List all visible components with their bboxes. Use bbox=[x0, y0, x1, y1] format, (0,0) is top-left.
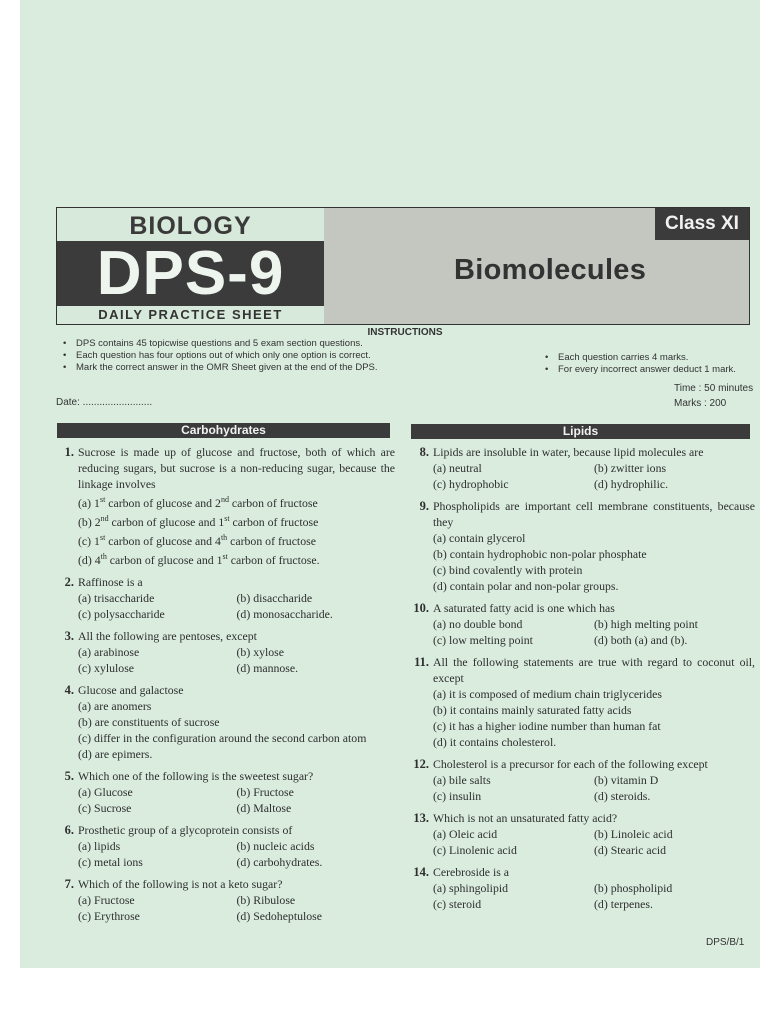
answer-option: (c) 1st carbon of glucose and 4th carbon of fructose bbox=[78, 532, 316, 548]
total-marks: Marks : 200 bbox=[674, 398, 727, 409]
answer-option: (a) arabinose bbox=[78, 644, 140, 659]
answer-option: (b) high melting point bbox=[594, 617, 698, 631]
question-number: 10. bbox=[413, 601, 429, 615]
answer-options bbox=[433, 686, 755, 750]
question-number: 2. bbox=[64, 574, 74, 589]
question-number: 13. bbox=[413, 811, 429, 825]
sheet-type-label: DAILY PRACTICE SHEET bbox=[98, 307, 283, 322]
answer-option: (a) Fructose bbox=[78, 892, 135, 907]
answer-option: (d) it contains cholesterol. bbox=[433, 735, 557, 749]
question-item bbox=[405, 498, 755, 594]
answer-option: (d) contain polar and non-polar groups. bbox=[433, 579, 619, 593]
answer-options bbox=[78, 698, 395, 762]
answer-option: (c) metal ions bbox=[78, 854, 143, 869]
question-text: Glucose and galactose bbox=[78, 682, 184, 697]
question-number: 9. bbox=[419, 499, 429, 513]
question-item bbox=[50, 574, 395, 622]
answer-option: (b) vitamin D bbox=[594, 773, 659, 787]
answer-option: (c) Erythrose bbox=[78, 908, 140, 923]
question-number: 12. bbox=[413, 757, 429, 771]
instruction-item: • DPS contains 45 topicwise questions and 5 exam section questions. bbox=[60, 338, 378, 350]
question-item bbox=[50, 822, 395, 870]
question-text: Prosthetic group of a glycoprotein consists of bbox=[78, 822, 293, 837]
answer-option: (d) hydrophilic. bbox=[594, 477, 669, 491]
section-heading-carbohydrates: Carbohydrates bbox=[57, 423, 390, 438]
question-number: 8. bbox=[419, 445, 429, 459]
answer-option: (a) no double bond bbox=[433, 617, 523, 631]
answer-option: (a) lipids bbox=[78, 838, 121, 853]
answer-options bbox=[78, 784, 395, 816]
answer-option: (b) xylose bbox=[236, 644, 285, 659]
answer-option: (c) differ in the configuration around the second carbon atom bbox=[78, 730, 367, 745]
title-banner-left bbox=[57, 208, 324, 324]
answer-option: (d) carbohydrates. bbox=[236, 854, 323, 869]
answer-option: (a) neutral bbox=[433, 461, 482, 475]
answer-option: (b) phospholipid bbox=[594, 881, 673, 895]
answer-options bbox=[433, 616, 755, 648]
question-number: 7. bbox=[64, 876, 74, 891]
question-text: Sucrose is made up of glucose and fructose, both of which are reducing sugars, but sucrose is a non-reducing sugar, because the linkage involves bbox=[78, 445, 395, 491]
answer-option: (b) are constituents of sucrose bbox=[78, 714, 220, 729]
title-banner-right bbox=[324, 208, 749, 324]
answer-option: (a) contain glycerol bbox=[433, 531, 526, 545]
answer-option: (d) monosaccharide. bbox=[236, 606, 333, 621]
instructions-list-right bbox=[542, 352, 736, 376]
instruction-item: • Each question has four options out of which only one option is correct. bbox=[60, 350, 378, 362]
answer-option: (d) Stearic acid bbox=[594, 843, 667, 857]
answer-option: (c) bind covalently with protein bbox=[433, 563, 583, 577]
instruction-item: • Mark the correct answer in the OMR Sheet given at the end of the DPS. bbox=[60, 362, 378, 374]
instruction-item: • Each question carries 4 marks. bbox=[542, 352, 736, 364]
answer-option: (d) steroids. bbox=[594, 789, 651, 803]
answer-option: (c) Sucrose bbox=[78, 800, 132, 815]
class-badge: Class XI bbox=[655, 208, 749, 240]
question-item bbox=[50, 876, 395, 924]
answer-option: (c) xylulose bbox=[78, 660, 135, 675]
answer-option: (d) Maltose bbox=[236, 800, 292, 815]
subject-heading: BIOLOGY bbox=[129, 212, 252, 240]
questions-column-left bbox=[50, 444, 395, 930]
instructions-list-left bbox=[60, 338, 378, 374]
question-number: 14. bbox=[413, 865, 429, 879]
question-item bbox=[405, 600, 755, 648]
question-number: 3. bbox=[64, 628, 74, 643]
answer-option: (b) Ribulose bbox=[236, 892, 296, 907]
answer-option: (c) insulin bbox=[433, 789, 482, 803]
answer-options bbox=[433, 880, 755, 912]
answer-option: (c) Linolenic acid bbox=[433, 843, 517, 857]
question-item bbox=[50, 768, 395, 816]
question-item bbox=[405, 444, 755, 492]
question-number: 5. bbox=[64, 768, 74, 783]
answer-option: (c) polysaccharide bbox=[78, 606, 165, 621]
questions-column-right bbox=[405, 444, 755, 918]
question-item bbox=[405, 654, 755, 750]
answer-option: (d) Sedoheptulose bbox=[236, 908, 323, 923]
answer-option: (b) Fructose bbox=[236, 784, 294, 799]
question-text: Phospholipids are important cell membrane constituents, because they bbox=[433, 499, 755, 529]
question-text: Cholesterol is a precursor for each of the following except bbox=[433, 757, 708, 771]
question-number: 11. bbox=[414, 655, 429, 669]
answer-option: (b) disaccharide bbox=[236, 590, 313, 605]
date-field: Date: ......................... bbox=[56, 397, 153, 408]
question-number: 1. bbox=[64, 445, 74, 459]
section-heading-lipids: Lipids bbox=[411, 424, 750, 439]
answer-option: (b) 2nd carbon of glucose and 1st carbon of fructose bbox=[78, 513, 319, 529]
answer-options bbox=[433, 826, 755, 858]
answer-option: (c) low melting point bbox=[433, 633, 533, 647]
title-banner bbox=[56, 207, 750, 325]
instructions-title: INSTRUCTIONS bbox=[367, 327, 443, 338]
answer-options bbox=[78, 492, 395, 568]
question-number: 6. bbox=[64, 822, 74, 837]
question-text: Cerebroside is a bbox=[433, 865, 510, 879]
answer-option: (a) it is composed of medium chain triglycerides bbox=[433, 687, 662, 701]
answer-option: (c) it has a higher iodine number than human fat bbox=[433, 719, 661, 733]
question-item bbox=[405, 756, 755, 804]
question-text: All the following statements are true with regard to coconut oil, except bbox=[433, 655, 755, 685]
answer-options bbox=[78, 892, 395, 924]
question-item bbox=[50, 682, 395, 762]
answer-option: (a) Oleic acid bbox=[433, 827, 498, 841]
answer-option: (b) nucleic acids bbox=[236, 838, 315, 853]
answer-option: (d) 4th carbon of glucose and 1st carbon of fructose. bbox=[78, 551, 320, 567]
answer-options bbox=[433, 460, 755, 492]
question-text: All the following are pentoses, except bbox=[78, 628, 257, 643]
answer-option: (c) hydrophobic bbox=[433, 477, 509, 491]
answer-option: (a) Glucose bbox=[78, 784, 133, 799]
answer-option: (a) sphingolipid bbox=[433, 881, 509, 895]
answer-option: (a) 1st carbon of glucose and 2nd carbon of fructose bbox=[78, 495, 318, 510]
answer-option: (d) both (a) and (b). bbox=[594, 633, 688, 647]
question-number: 4. bbox=[64, 682, 74, 697]
answer-option: (d) terpenes. bbox=[594, 897, 653, 911]
answer-option: (a) trisaccharide bbox=[78, 590, 155, 605]
answer-option: (d) are epimers. bbox=[78, 746, 153, 761]
instruction-item: • For every incorrect answer deduct 1 mark. bbox=[542, 364, 736, 376]
answer-option: (b) Linoleic acid bbox=[594, 827, 673, 841]
question-item bbox=[405, 864, 755, 912]
question-item bbox=[50, 628, 395, 676]
answer-options bbox=[78, 590, 395, 622]
question-text: Which one of the following is the sweetest sugar? bbox=[78, 768, 314, 783]
sheet-code: DPS-9 bbox=[57, 241, 324, 306]
time-limit: Time : 50 minutes bbox=[674, 383, 754, 394]
question-text: A saturated fatty acid is one which has bbox=[433, 601, 615, 615]
question-item bbox=[405, 810, 755, 858]
answer-options bbox=[78, 644, 395, 676]
page-code: DPS/B/1 bbox=[706, 937, 745, 948]
question-text: Which of the following is not a keto sugar? bbox=[78, 876, 283, 891]
question-item bbox=[50, 444, 395, 568]
answer-option: (d) mannose. bbox=[236, 660, 299, 675]
answer-options bbox=[78, 838, 395, 870]
answer-option: (b) zwitter ions bbox=[594, 461, 667, 475]
answer-option: (a) bile salts bbox=[433, 773, 491, 787]
chapter-title: Biomolecules bbox=[454, 254, 647, 286]
answer-option: (a) are anomers bbox=[78, 698, 152, 713]
answer-options bbox=[433, 772, 755, 804]
answer-option: (b) it contains mainly saturated fatty acids bbox=[433, 703, 632, 717]
question-text: Raffinose is a bbox=[78, 574, 143, 589]
question-text: Lipids are insoluble in water, because lipid molecules are bbox=[433, 445, 704, 459]
answer-options bbox=[433, 530, 755, 594]
question-text: Which is not an unsaturated fatty acid? bbox=[433, 811, 618, 825]
answer-option: (b) contain hydrophobic non-polar phosphate bbox=[433, 547, 647, 561]
answer-option: (c) steroid bbox=[433, 897, 482, 911]
